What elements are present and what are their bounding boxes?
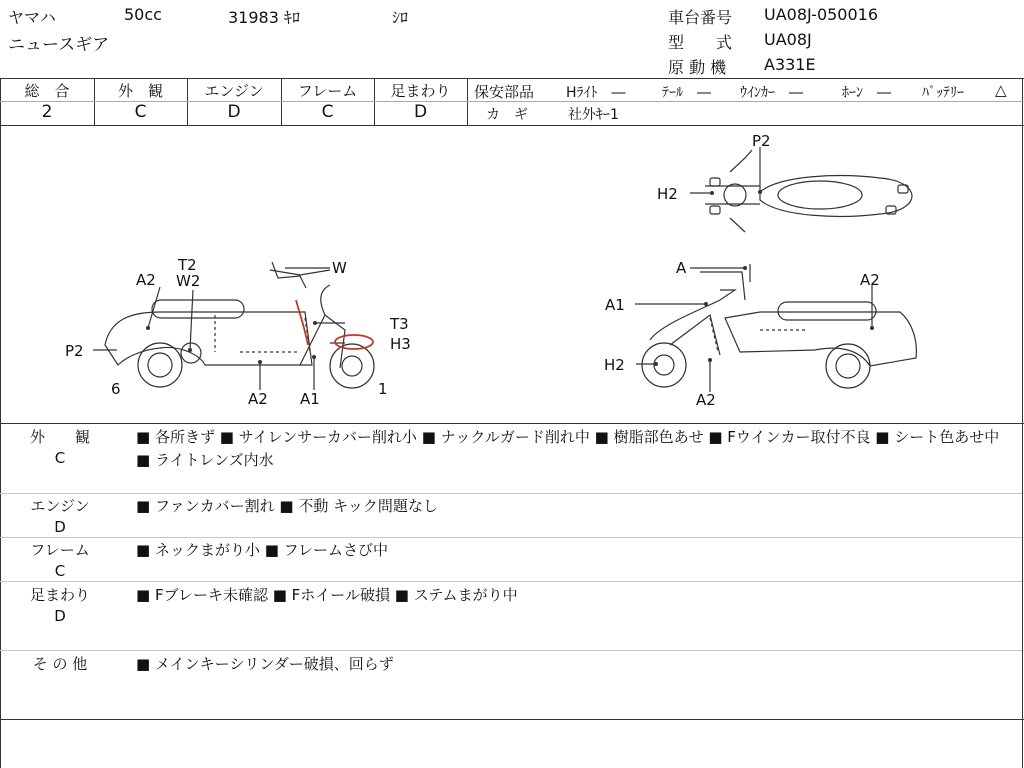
grade-value-engine: D — [227, 102, 241, 122]
safety-tail: ﾃｰﾙ ― — [662, 85, 711, 101]
section-label: 外 観 — [29, 428, 90, 446]
section-text: ■ メインキーシリンダー破損、回らず — [136, 655, 394, 673]
section-text: ■ 各所きず ■ サイレンサーカバー削れ小 ■ ナックルガード削れ中 ■ 樹脂部色あせ ■ Fウインカー取付不良 ■ シート色あせ中 ■ ライトレンズ内水 — [136, 428, 1000, 469]
body-color: ｼﾛ — [392, 8, 409, 27]
model-name: ニュースギア — [8, 35, 110, 55]
chassis-label: 車台番号 — [668, 8, 733, 27]
right-label-a: A — [676, 259, 687, 277]
engine-value: A331E — [764, 55, 816, 74]
label-t3: T3 — [390, 315, 409, 333]
section-engine — [0, 495, 1024, 537]
section-grade: D — [54, 518, 66, 536]
maker: ヤマハ — [8, 8, 56, 27]
safety-headlight: Hﾗｲﾄ ― — [566, 85, 626, 101]
section-grade: D — [54, 607, 66, 625]
battery-mark-icon: △ — [995, 81, 1007, 99]
section-label: エンジン — [30, 497, 90, 515]
key-label: カ ギ — [486, 107, 528, 123]
section-label: そ の 他 — [32, 655, 88, 673]
label-a2-bottom: A2 — [248, 390, 268, 408]
label-a1: A1 — [300, 390, 320, 408]
label-w: W — [332, 259, 347, 277]
right-label-a1: A1 — [605, 296, 625, 314]
mileage: 31983 ｷﾛ — [228, 8, 300, 27]
grade-value-exterior: C — [134, 102, 147, 122]
damage-diagram — [0, 126, 1022, 423]
label-a2-top: A2 — [136, 271, 156, 289]
grade-label-frame: フレーム — [297, 82, 358, 100]
label-t2: T2 — [178, 256, 197, 274]
safety-winker: ｳｲﾝｶｰ ― — [740, 85, 803, 101]
grade-value-frame: C — [321, 102, 334, 122]
scooter-top-view — [705, 150, 912, 232]
section-grade: C — [54, 562, 66, 580]
safety-battery: ﾊﾞｯﾃﾘｰ — [922, 85, 964, 101]
engine-label: 原 動 機 — [668, 58, 727, 77]
section-text: ■ ネックまがり小 ■ フレームさび中 — [136, 541, 389, 559]
damage-marks — [296, 300, 373, 349]
label-w2: W2 — [176, 272, 201, 290]
grade-label-suspension: 足まわり — [390, 82, 451, 100]
right-label-a2-top: A2 — [860, 271, 880, 289]
grade-label-overall: 総 合 — [24, 82, 70, 100]
section-exterior — [0, 426, 1024, 492]
section-frame — [0, 539, 1024, 581]
key-value: 社外ｷｰ1 — [568, 107, 619, 123]
section-text: ■ Fブレーキ未確認 ■ Fホイール破損 ■ ステムまがり中 — [136, 586, 518, 604]
label-one: 1 — [378, 380, 388, 398]
grade-label-engine: エンジン — [204, 82, 264, 100]
model-label: 型 式 — [668, 33, 733, 52]
safety-horn: ﾎｰﾝ ― — [842, 85, 891, 101]
label-p2: P2 — [65, 342, 84, 360]
right-label-h2: H2 — [604, 356, 625, 374]
grade-value-overall: 2 — [41, 102, 53, 122]
top-label-h2: H2 — [657, 185, 678, 203]
section-grade: C — [54, 449, 66, 467]
section-label: 足まわり — [29, 586, 90, 604]
top-label-p2: P2 — [752, 132, 771, 150]
section-text: ■ ファンカバー割れ ■ 不動 キック問題なし — [136, 497, 438, 515]
right-label-a2-bottom: A2 — [696, 391, 716, 409]
label-h3: H3 — [390, 335, 411, 353]
chassis-value: UA08J-050016 — [764, 5, 879, 24]
displacement: 50cc — [124, 5, 162, 24]
safety-title: 保安部品 — [474, 83, 535, 101]
section-suspension — [0, 584, 1024, 650]
label-six: 6 — [111, 380, 121, 398]
section-other — [0, 653, 1024, 719]
model-value: UA08J — [764, 30, 812, 49]
grade-value-suspension: D — [413, 102, 428, 122]
grade-label-exterior: 外 観 — [117, 82, 163, 100]
section-label: フレーム — [30, 541, 90, 559]
